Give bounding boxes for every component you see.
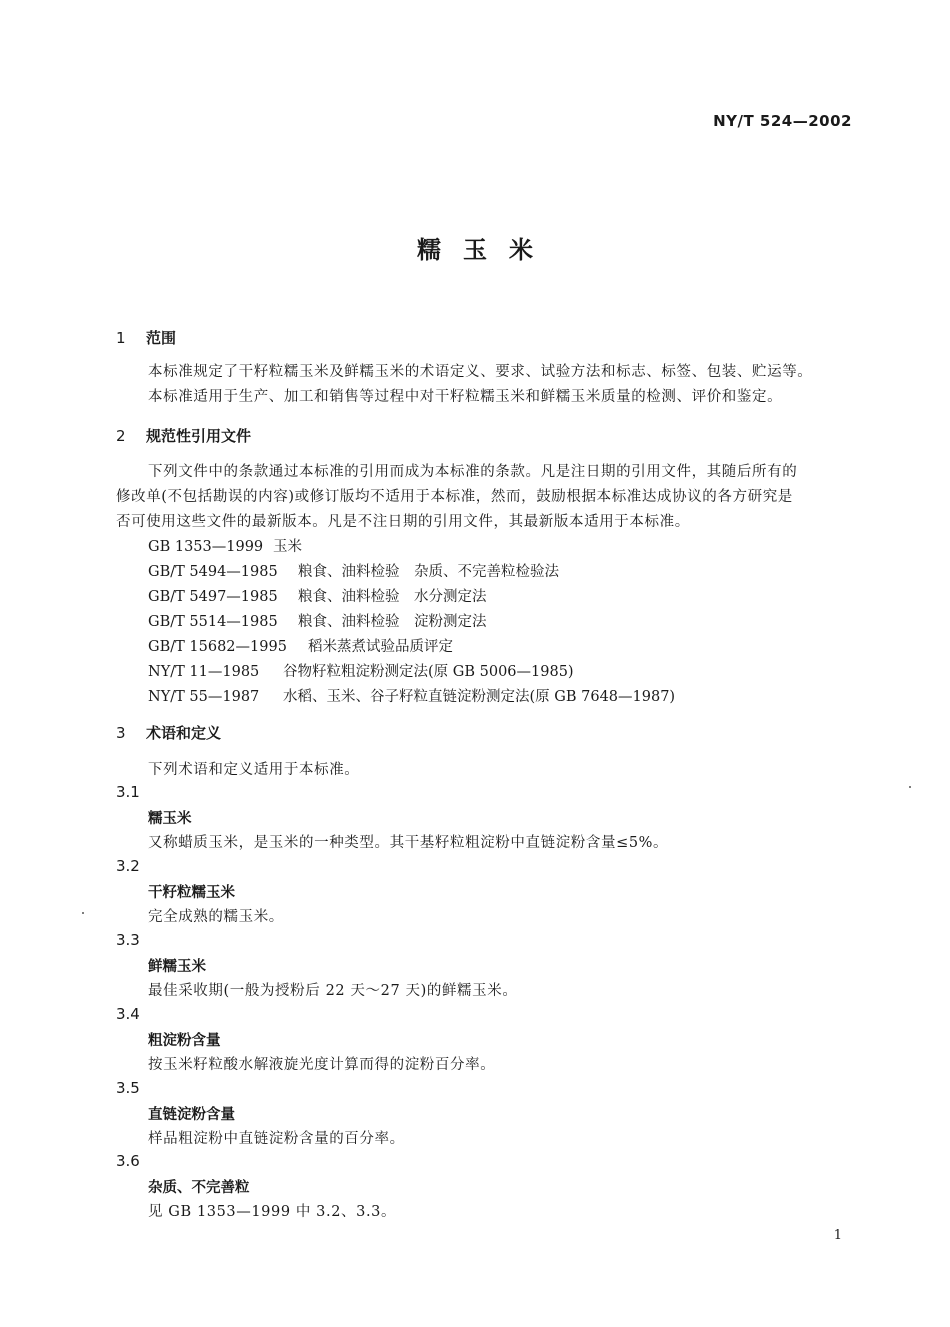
term-title: 粗淀粉含量 bbox=[148, 1033, 221, 1049]
document-title: 糯玉米 bbox=[417, 236, 555, 264]
paragraph-line: 否可使用这些文件的最新版本。凡是不注日期的引用文件，其最新版本适用于本标准。 bbox=[116, 514, 690, 530]
term-number: 3.5 bbox=[116, 1079, 140, 1097]
reference-item bbox=[148, 685, 675, 706]
reference-item bbox=[148, 535, 302, 556]
reference-code: GB/T 5497—1985 bbox=[148, 589, 278, 605]
reference-item bbox=[148, 560, 559, 581]
term-definition: 按玉米籽粒酸水解液旋光度计算而得的淀粉百分率。 bbox=[148, 1057, 496, 1073]
section-title: 规范性引用文件 bbox=[146, 427, 252, 445]
reference-title: 玉米 bbox=[273, 539, 302, 555]
term-number: 3.6 bbox=[116, 1152, 140, 1170]
section-1-heading bbox=[116, 327, 176, 348]
section-number: 1 bbox=[116, 329, 126, 347]
reference-code: GB 1353—1999 bbox=[148, 539, 264, 555]
reference-title: 稻米蒸煮试验品质评定 bbox=[308, 639, 453, 655]
reference-item bbox=[148, 635, 453, 656]
paragraph: 本标准适用于生产、加工和销售等过程中对干籽粒糯玉米和鲜糯玉米质量的检测、评价和鉴定。 bbox=[148, 389, 783, 405]
reference-code: NY/T 55—1987 bbox=[148, 689, 260, 705]
section-3-heading bbox=[116, 722, 221, 743]
standard-code: NY/T 524—2002 bbox=[713, 112, 852, 130]
reference-code: GB/T 5494—1985 bbox=[148, 564, 278, 580]
scan-speck bbox=[82, 912, 84, 914]
term-number: 3.1 bbox=[116, 783, 140, 801]
term-title: 杂质、不完善粒 bbox=[148, 1180, 250, 1196]
reference-item bbox=[148, 585, 487, 606]
reference-item bbox=[148, 610, 487, 631]
term-title: 糯玉米 bbox=[148, 811, 192, 827]
term-definition: 完全成熟的糯玉米。 bbox=[148, 909, 284, 925]
term-definition: 样品粗淀粉中直链淀粉含量的百分率。 bbox=[148, 1131, 405, 1147]
reference-title: 谷物籽粒粗淀粉测定法(原 GB 5006—1985) bbox=[283, 664, 574, 680]
term-definition: 最佳采收期(一般为授粉后 22 天～27 天)的鲜糯玉米。 bbox=[148, 983, 518, 999]
section-number: 2 bbox=[116, 427, 126, 445]
reference-title: 粮食、油料检验 淀粉测定法 bbox=[298, 614, 487, 630]
reference-title: 粮食、油料检验 水分测定法 bbox=[298, 589, 487, 605]
page-number: 1 bbox=[833, 1228, 842, 1243]
term-title: 干籽粒糯玉米 bbox=[148, 885, 235, 901]
section-number: 3 bbox=[116, 724, 126, 742]
paragraph-line: 修改单(不包括勘误的内容)或修订版均不适用于本标准，然而，鼓励根据本标准达成协议的各方研究是 bbox=[116, 489, 793, 505]
reference-code: GB/T 15682—1995 bbox=[148, 639, 287, 655]
scan-speck bbox=[909, 786, 911, 788]
section-intro: 下列术语和定义适用于本标准。 bbox=[148, 762, 360, 778]
term-number: 3.2 bbox=[116, 857, 140, 875]
term-number: 3.3 bbox=[116, 931, 140, 949]
term-title: 直链淀粉含量 bbox=[148, 1107, 235, 1123]
reference-code: GB/T 5514—1985 bbox=[148, 614, 278, 630]
reference-title: 粮食、油料检验 杂质、不完善粒检验法 bbox=[298, 564, 559, 580]
section-title: 术语和定义 bbox=[146, 724, 222, 742]
section-2-heading bbox=[116, 425, 251, 446]
reference-code: NY/T 11—1985 bbox=[148, 664, 260, 680]
reference-title: 水稻、玉米、谷子籽粒直链淀粉测定法(原 GB 7648—1987) bbox=[283, 689, 676, 705]
term-title: 鲜糯玉米 bbox=[148, 959, 206, 975]
term-definition: 见 GB 1353—1999 中 3.2、3.3。 bbox=[148, 1204, 397, 1220]
paragraph: 本标准规定了干籽粒糯玉米及鲜糯玉米的术语定义、要求、试验方法和标志、标签、包装、贮运等。 bbox=[148, 364, 813, 380]
term-number: 3.4 bbox=[116, 1005, 140, 1023]
paragraph-line: 下列文件中的条款通过本标准的引用而成为本标准的条款。凡是注日期的引用文件，其随后所有的 bbox=[148, 464, 798, 480]
term-definition: 又称蜡质玉米，是玉米的一种类型。其干基籽粒粗淀粉中直链淀粉含量≤5%。 bbox=[148, 835, 669, 851]
section-title: 范围 bbox=[146, 329, 177, 347]
reference-item bbox=[148, 660, 574, 681]
